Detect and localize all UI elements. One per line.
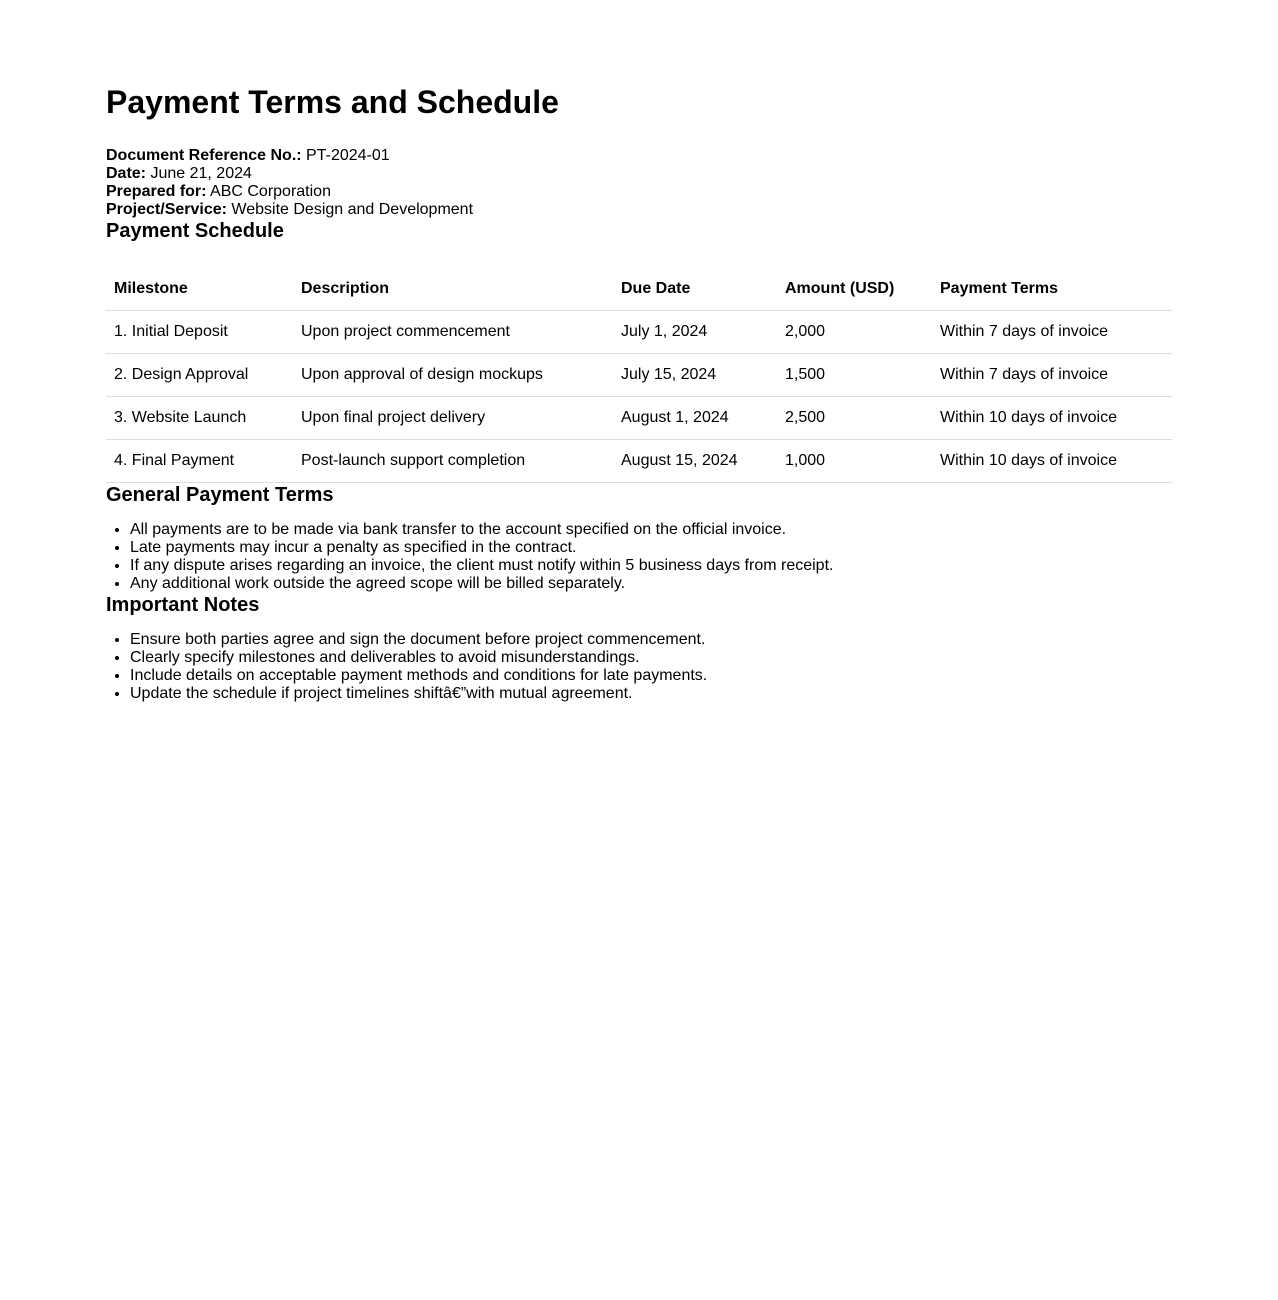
table-row bbox=[106, 311, 1172, 354]
list-item: • Include details on acceptable payment methods and conditions for late payments. bbox=[130, 667, 1172, 685]
cell-payment-terms: Within 10 days of invoice bbox=[932, 397, 1172, 440]
table-row bbox=[106, 397, 1172, 440]
payment-schedule-table bbox=[106, 268, 1172, 483]
cell-due-date: August 15, 2024 bbox=[613, 440, 777, 483]
meta-label: Project/Service: bbox=[106, 201, 227, 218]
list-item: • If any dispute arises regarding an invoice, the client must notify within 5 business days from receipt. bbox=[130, 557, 1172, 575]
important-notes-heading: Important Notes bbox=[106, 594, 260, 616]
payment-schedule-heading: Payment Schedule bbox=[106, 220, 284, 242]
column-header-description: Description bbox=[293, 268, 613, 311]
cell-amount: 2,000 bbox=[777, 311, 932, 354]
cell-description: Upon approval of design mockups bbox=[293, 354, 613, 397]
list-item: • Any additional work outside the agreed scope will be billed separately. bbox=[130, 575, 1172, 593]
cell-payment-terms: Within 7 days of invoice bbox=[932, 311, 1172, 354]
meta-prepared-for bbox=[106, 183, 1172, 201]
cell-due-date: August 1, 2024 bbox=[613, 397, 777, 440]
column-header-milestone: Milestone bbox=[106, 268, 293, 311]
table-row bbox=[106, 354, 1172, 397]
list-item: • Late payments may incur a penalty as specified in the contract. bbox=[130, 539, 1172, 557]
list-item: • Clearly specify milestones and deliverables to avoid misunderstandings. bbox=[130, 649, 1172, 667]
meta-value: ABC Corporation bbox=[210, 183, 331, 200]
cell-due-date: July 1, 2024 bbox=[613, 311, 777, 354]
table-row bbox=[106, 440, 1172, 483]
general-terms-heading: General Payment Terms bbox=[106, 484, 334, 506]
cell-milestone: 1. Initial Deposit bbox=[106, 311, 293, 354]
meta-label: Date: bbox=[106, 165, 147, 182]
cell-amount: 1,000 bbox=[777, 440, 932, 483]
meta-label: Prepared for: bbox=[106, 183, 207, 200]
cell-description: Post-launch support completion bbox=[293, 440, 613, 483]
page-title: Payment Terms and Schedule bbox=[106, 84, 559, 120]
list-item: • Update the schedule if project timelines shiftâ€”with mutual agreement. bbox=[130, 685, 1172, 703]
document-meta bbox=[106, 147, 1172, 219]
column-header-amount: Amount (USD) bbox=[777, 268, 932, 311]
cell-amount: 1,500 bbox=[777, 354, 932, 397]
table-header-row bbox=[106, 268, 1172, 311]
column-header-payment-terms: Payment Terms bbox=[932, 268, 1172, 311]
cell-due-date: July 15, 2024 bbox=[613, 354, 777, 397]
meta-value: PT-2024-01 bbox=[306, 147, 390, 164]
general-terms-list bbox=[106, 521, 1172, 593]
cell-amount: 2,500 bbox=[777, 397, 932, 440]
meta-label: Document Reference No.: bbox=[106, 147, 302, 164]
meta-value: Website Design and Development bbox=[231, 201, 474, 218]
cell-description: Upon final project delivery bbox=[293, 397, 613, 440]
list-item: • All payments are to be made via bank transfer to the account specified on the official invoice. bbox=[130, 521, 1172, 539]
meta-project bbox=[106, 201, 1172, 219]
column-header-due-date: Due Date bbox=[613, 268, 777, 311]
cell-payment-terms: Within 10 days of invoice bbox=[932, 440, 1172, 483]
cell-payment-terms: Within 7 days of invoice bbox=[932, 354, 1172, 397]
meta-reference bbox=[106, 147, 1172, 165]
list-item: • Ensure both parties agree and sign the document before project commencement. bbox=[130, 631, 1172, 649]
cell-milestone: 2. Design Approval bbox=[106, 354, 293, 397]
cell-milestone: 3. Website Launch bbox=[106, 397, 293, 440]
cell-description: Upon project commencement bbox=[293, 311, 613, 354]
meta-date bbox=[106, 165, 1172, 183]
cell-milestone: 4. Final Payment bbox=[106, 440, 293, 483]
important-notes-list bbox=[106, 631, 1172, 703]
meta-value: June 21, 2024 bbox=[150, 165, 252, 182]
